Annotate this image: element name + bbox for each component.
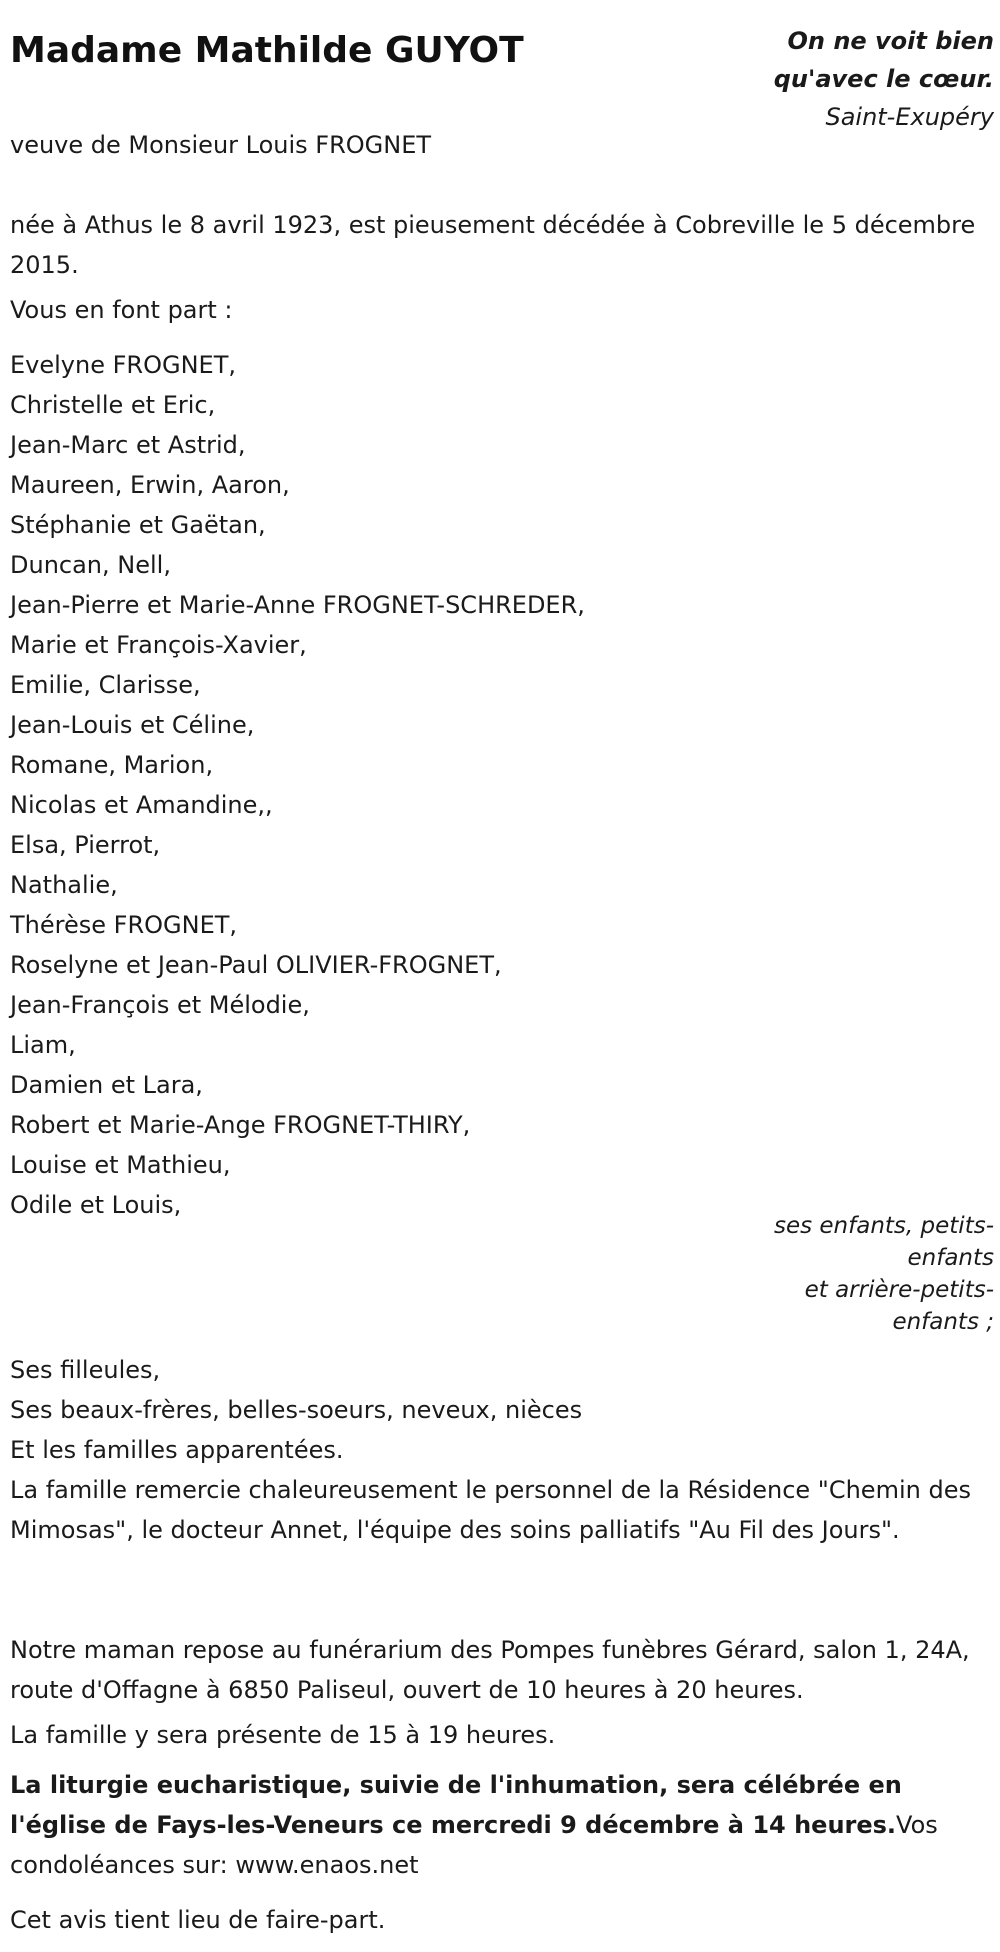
related-families-text: Et les familles apparentées. xyxy=(10,1436,344,1464)
funeral-home-text: Notre maman repose au funérarium des Pompes funèbres Gérard, salon 1, 24A, route d'Offagne à 6850 Paliseul, ouvert de 10 heures à 20 heures. xyxy=(10,1636,970,1704)
deceased-name: Madame Mathilde GUYOT xyxy=(10,30,524,71)
family-member: Duncan, Nell, xyxy=(10,551,171,579)
condolences-text: Vos condoléances sur: www.enaos.net xyxy=(10,1811,938,1879)
family-member: Roselyne et Jean-Paul OLIVIER-FROGNET, xyxy=(10,951,502,979)
relation-block xyxy=(734,1210,994,1338)
liturgy-paragraph xyxy=(10,1765,985,1885)
quote-line-2: qu'avec le cœur. xyxy=(773,65,994,93)
relation-line-2: et arrière-petits-enfants ; xyxy=(804,1277,994,1335)
family-member: Jean-Pierre et Marie-Anne FROGNET-SCHREDER, xyxy=(10,591,585,619)
family-presence-text: La famille y sera présente de 15 à 19 heures. xyxy=(10,1721,556,1749)
family-member: Christelle et Eric, xyxy=(10,391,216,419)
family-member: Romane, Marion, xyxy=(10,751,214,779)
announcement-intro: Vous en font part : xyxy=(10,296,233,324)
family-member: Liam, xyxy=(10,1031,76,1059)
family-member: Evelyne FROGNET, xyxy=(10,351,236,379)
family-member: Thérèse FROGNET, xyxy=(10,911,238,939)
closing-text: Cet avis tient lieu de faire-part. xyxy=(10,1906,386,1934)
family-member: Marie et François-Xavier, xyxy=(10,631,307,659)
thanks-text: La famille remercie chaleureusement le personnel de la Résidence "Chemin des Mimosas", le docteur Annet, l'équipe des soins palliatifs "Au Fil des Jours". xyxy=(10,1476,971,1544)
family-member: Jean-Louis et Céline, xyxy=(10,711,255,739)
family-member: Robert et Marie-Ange FROGNET-THIRY, xyxy=(10,1111,471,1139)
birth-death-text: née à Athus le 8 avril 1923, est pieusement décédée à Cobreville le 5 décembre 2015. xyxy=(10,211,976,279)
family-member: Stéphanie et Gaëtan, xyxy=(10,511,266,539)
family-member: Jean-Marc et Astrid, xyxy=(10,431,246,459)
widow-of-text: veuve de Monsieur Louis FROGNET xyxy=(10,131,432,159)
family-list xyxy=(10,345,585,1225)
relation-line-1: ses enfants, petits-enfants xyxy=(773,1213,994,1271)
family-member: Damien et Lara, xyxy=(10,1071,203,1099)
family-member: Nicolas et Amandine,, xyxy=(10,791,273,819)
quote-block xyxy=(694,22,994,136)
family-member: Louise et Mathieu, xyxy=(10,1151,231,1179)
other-relatives xyxy=(10,1350,985,1550)
family-member: Odile et Louis, xyxy=(10,1191,182,1219)
in-laws-text: Ses beaux-frères, belles-soeurs, neveux, nièces xyxy=(10,1396,583,1424)
liturgy-text: La liturgie eucharistique, suivie de l'inhumation, sera célébrée en l'église de Fays-les-Veneurs ce mercredi 9 décembre à 14 heures. xyxy=(10,1771,902,1839)
family-member: Jean-François et Mélodie, xyxy=(10,991,310,1019)
family-member: Emilie, Clarisse, xyxy=(10,671,201,699)
family-member: Nathalie, xyxy=(10,871,118,899)
quote-line-1: On ne voit bien xyxy=(787,27,994,55)
quote-author: Saint-Exupéry xyxy=(825,103,994,131)
family-member: Maureen, Erwin, Aaron, xyxy=(10,471,290,499)
family-member: Elsa, Pierrot, xyxy=(10,831,161,859)
goddaughters-text: Ses filleules, xyxy=(10,1356,161,1384)
